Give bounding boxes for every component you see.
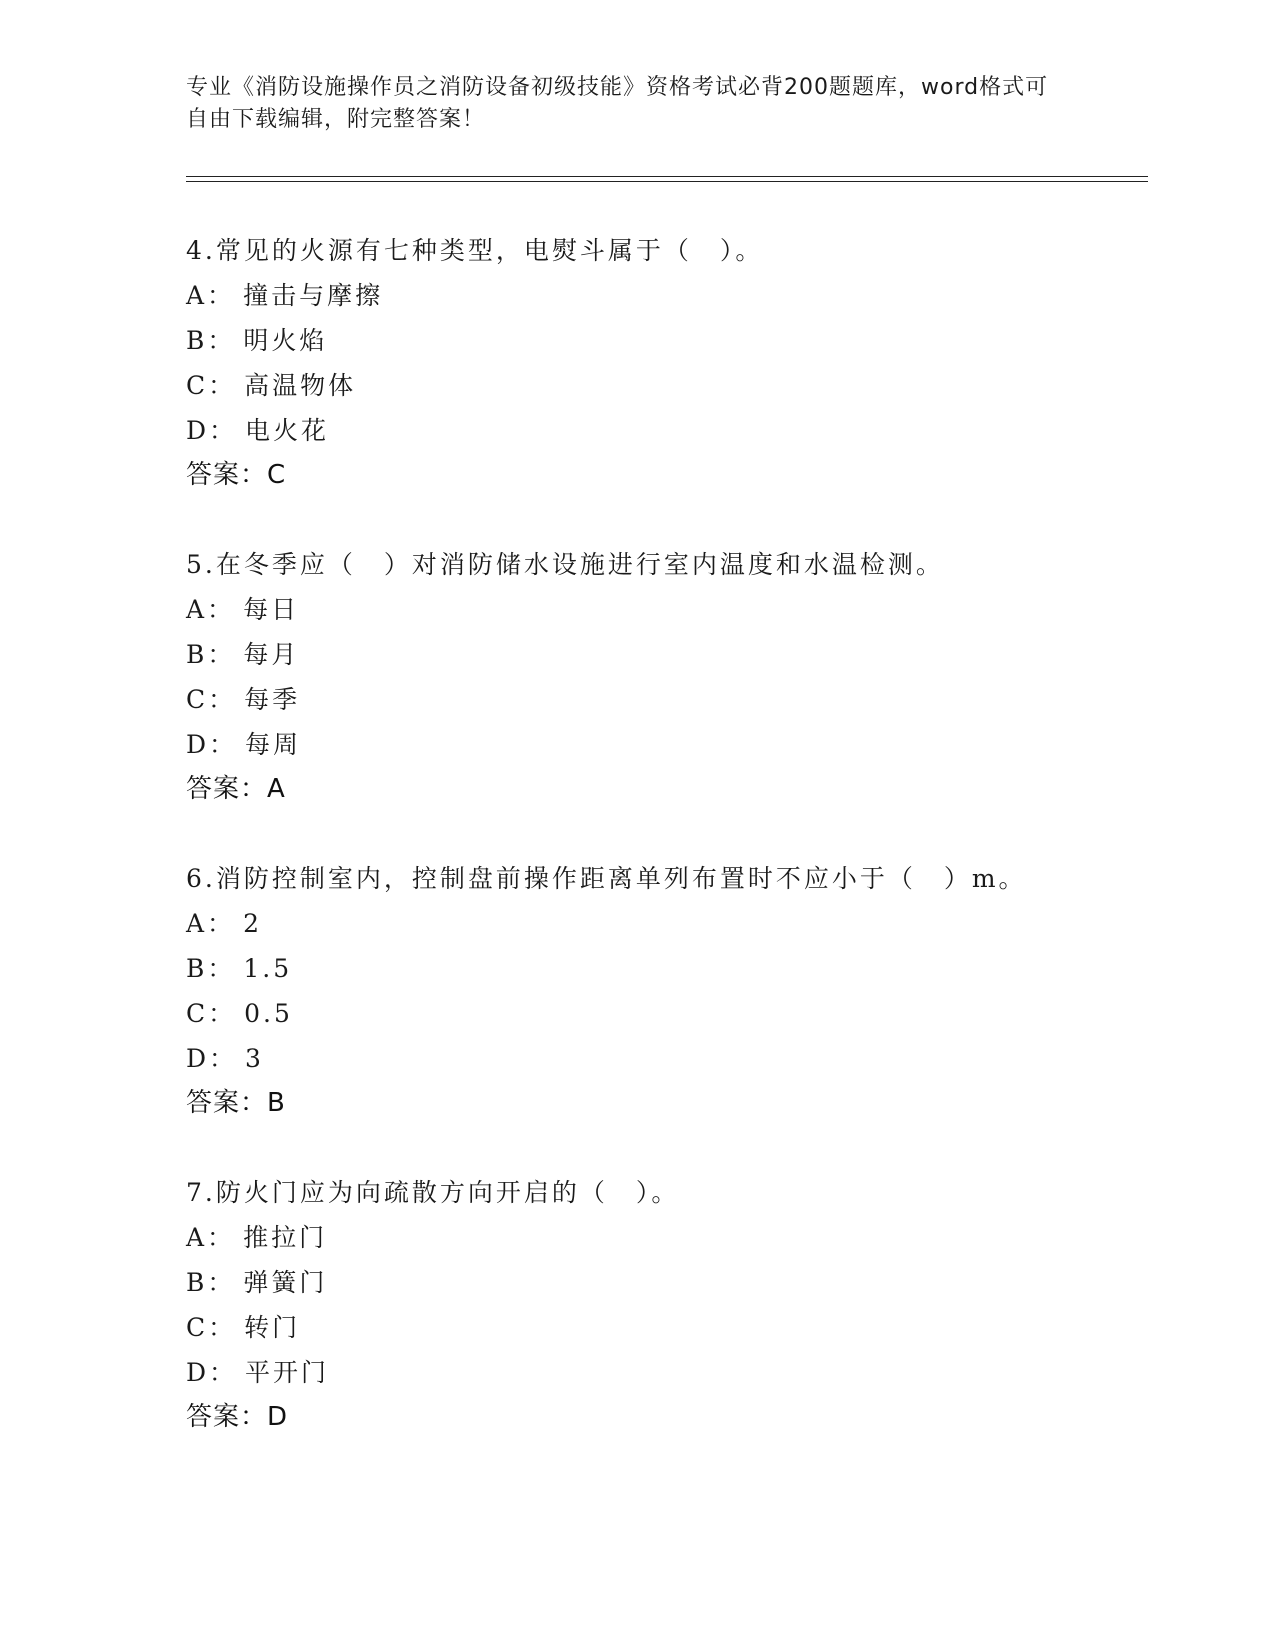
option-d: [186, 1350, 1146, 1395]
question-4: [186, 228, 1146, 498]
option-text: 每季: [244, 685, 301, 714]
option-text: 高温物体: [244, 371, 357, 400]
option-label: B：: [186, 326, 236, 355]
option-text: 3: [245, 1044, 264, 1073]
option-a: [186, 1215, 1146, 1260]
question-stem: 6.消防控制室内，控制盘前操作距离单列布置时不应小于（ ）m。: [186, 864, 1027, 893]
option-text: 每周: [245, 730, 302, 759]
option-b: [186, 318, 1146, 363]
answer: 答案：C: [186, 460, 287, 490]
answer: 答案：B: [186, 1088, 286, 1118]
option-label: C：: [186, 1313, 237, 1342]
option-c: [186, 677, 1146, 722]
option-text: 0.5: [244, 999, 293, 1028]
option-label: A：: [186, 1223, 236, 1252]
option-text: 每月: [243, 640, 300, 669]
option-text: 每日: [243, 595, 300, 624]
option-c: [186, 991, 1146, 1036]
option-c: [186, 1305, 1146, 1350]
document-header: 专业《消防设施操作员之消防设备初级技能》资格考试必背200题题库，word格式可自由下载编辑，附完整答案！: [186, 75, 1049, 132]
question-stem: 4.常见的火源有七种类型，电熨斗属于（ ）。: [186, 236, 764, 265]
option-d: [186, 1036, 1146, 1081]
option-b: [186, 632, 1146, 677]
option-a: [186, 587, 1146, 632]
option-label: A：: [186, 595, 236, 624]
option-d: [186, 722, 1146, 767]
option-label: B：: [186, 1268, 236, 1297]
option-b: [186, 1260, 1146, 1305]
option-label: C：: [186, 999, 237, 1028]
option-text: 明火焰: [243, 326, 328, 355]
answer: 答案：A: [186, 774, 286, 804]
option-text: 2: [243, 909, 262, 938]
question-stem: 7.防火门应为向疏散方向开启的（ ）。: [186, 1178, 680, 1207]
header-divider-top: [186, 176, 1148, 177]
option-text: 撞击与摩擦: [243, 281, 384, 310]
option-text: 推拉门: [243, 1223, 328, 1252]
question-stem: 5.在冬季应（ ）对消防储水设施进行室内温度和水温检测。: [186, 550, 944, 579]
option-label: D：: [186, 1044, 238, 1073]
option-text: 平开门: [245, 1358, 330, 1387]
question-6: [186, 856, 1146, 1126]
question-5: [186, 542, 1146, 812]
option-b: [186, 946, 1146, 991]
option-text: 1.5: [243, 954, 293, 983]
option-label: C：: [186, 685, 237, 714]
option-a: [186, 273, 1146, 318]
header-divider-bottom: [186, 181, 1148, 182]
option-text: 弹簧门: [243, 1268, 328, 1297]
question-7: [186, 1170, 1146, 1440]
option-text: 转门: [244, 1313, 301, 1342]
question-list: [186, 228, 1146, 1484]
option-label: B：: [186, 954, 236, 983]
option-c: [186, 363, 1146, 408]
option-label: C：: [186, 371, 237, 400]
option-d: [186, 408, 1146, 453]
option-text: 电火花: [245, 416, 330, 445]
option-label: D：: [186, 416, 238, 445]
option-label: D：: [186, 730, 238, 759]
option-label: B：: [186, 640, 236, 669]
answer: 答案：D: [186, 1402, 289, 1432]
option-a: [186, 901, 1146, 946]
option-label: A：: [186, 909, 236, 938]
option-label: D：: [186, 1358, 238, 1387]
option-label: A：: [186, 281, 236, 310]
